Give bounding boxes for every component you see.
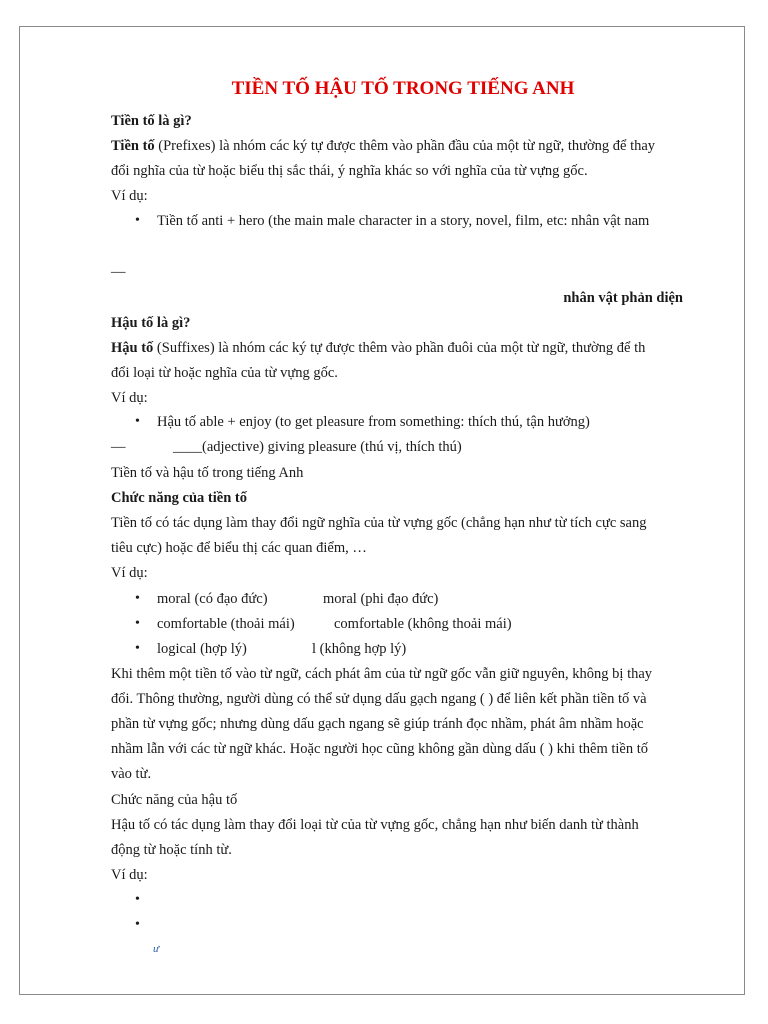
example-word: comfortable (thoải mái) bbox=[157, 616, 295, 632]
example-label: Ví dụ: bbox=[111, 867, 148, 883]
arrow-dash: — bbox=[111, 264, 126, 280]
prefix-pronunciation-line-3: phần từ vựng gốc; nhưng dùng dấu gạch ngang sẽ giúp tránh đọc nhầm, phát âm nhầm hoặc bbox=[111, 716, 644, 732]
section-title-prefix-suffix: Tiền tố và hậu tố trong tiếng Anh bbox=[111, 465, 304, 481]
prefix-pronunciation-line-4: nhầm lẫn với các từ ngữ khác. Hoặc người học cũng không gần dùng dấu ( ) khi thêm tiền tố bbox=[111, 741, 649, 757]
prefix-pronunciation-line-5: vào từ. bbox=[111, 766, 152, 782]
example-label: Ví dụ: bbox=[111, 188, 148, 204]
prefix-function-line-2: tiêu cực) hoặc để biểu thị các quan điểm, … bbox=[111, 540, 367, 556]
prefix-function-line-1: Tiền tố có tác dụng làm thay đổi ngữ nghĩa của từ vựng gốc (chẳng hạn như từ tích cực sang bbox=[111, 515, 647, 531]
list-item: • Hậu tố able + enjoy (to get pleasure from something: thích thú, tận hưởng) bbox=[157, 413, 590, 431]
example-word: moral (có đạo đức) bbox=[157, 591, 268, 607]
suffix-term: Hậu tố bbox=[111, 340, 154, 356]
heading-prefix-function: Chức năng của tiền tố bbox=[111, 490, 247, 506]
suffix-example-result: ____(adjective) giving pleasure (thú vị, thích thú) bbox=[173, 439, 462, 455]
prefix-definition-line-2: đổi nghĩa của từ hoặc biểu thị sắc thái, ý nghĩa khác so với nghĩa của từ vựng gốc. bbox=[111, 163, 588, 179]
example-word: logical (hợp lý) bbox=[157, 641, 247, 657]
suffix-definition-text: (Suffixes) là nhóm các ký tự được thêm vào phần đuôi của một từ ngữ, thường để th bbox=[153, 340, 646, 356]
example-label: Ví dụ: bbox=[111, 565, 148, 581]
example-word-negated: l (không hợp lý) bbox=[312, 641, 407, 657]
list-item bbox=[157, 590, 268, 608]
arrow-dash: — bbox=[111, 439, 126, 455]
prefix-example-result: nhân vật phản diện bbox=[563, 290, 683, 306]
prefix-definition-line-1 bbox=[111, 137, 655, 155]
example-word-negated: moral (phi đạo đức) bbox=[323, 591, 439, 607]
example-label: Ví dụ: bbox=[111, 390, 148, 406]
example-word-negated: comfortable (không thoải mái) bbox=[334, 616, 512, 632]
list-item bbox=[157, 615, 295, 633]
prefix-pronunciation-line-1: Khi thêm một tiền tố vào từ ngữ, cách phát âm của từ ngữ gốc vẫn giữ nguyên, không bị thay bbox=[111, 666, 653, 682]
list-item bbox=[157, 640, 247, 658]
suffix-function-line-2: động từ hoặc tính từ. bbox=[111, 842, 232, 858]
prefix-pronunciation-line-2: đổi. Thông thường, người dùng có thể sử dụng dấu gạch ngang ( ) để liên kết phần tiền tố và bbox=[111, 691, 647, 707]
suffix-definition-line-1 bbox=[111, 339, 645, 357]
prefix-term: Tiền tố bbox=[111, 138, 155, 154]
suffix-definition-line-2: đổi loại từ hoặc nghĩa của từ vựng gốc. bbox=[111, 365, 338, 381]
heading-suffix-function: Chức năng của hậu tố bbox=[111, 792, 238, 808]
list-item: • Tiền tố anti + hero (the main male character in a story, novel, film, etc: nhân vật nam bbox=[157, 212, 649, 230]
prefix-definition-text: (Prefixes) là nhóm các ký tự được thêm vào phần đầu của một từ ngữ, thường để thay bbox=[154, 138, 656, 154]
heading-prefix-definition: Tiền tố là gì? bbox=[111, 113, 192, 129]
document-title: TIỀN TỐ HẬU TỐ TRONG TIẾNG ANH bbox=[231, 78, 575, 99]
stray-mark: ư bbox=[153, 943, 159, 955]
heading-suffix-definition: Hậu tố là gì? bbox=[111, 315, 191, 331]
suffix-function-line-1: Hậu tố có tác dụng làm thay đổi loại từ của từ vựng gốc, chẳng hạn như biến danh từ thành bbox=[111, 817, 639, 833]
